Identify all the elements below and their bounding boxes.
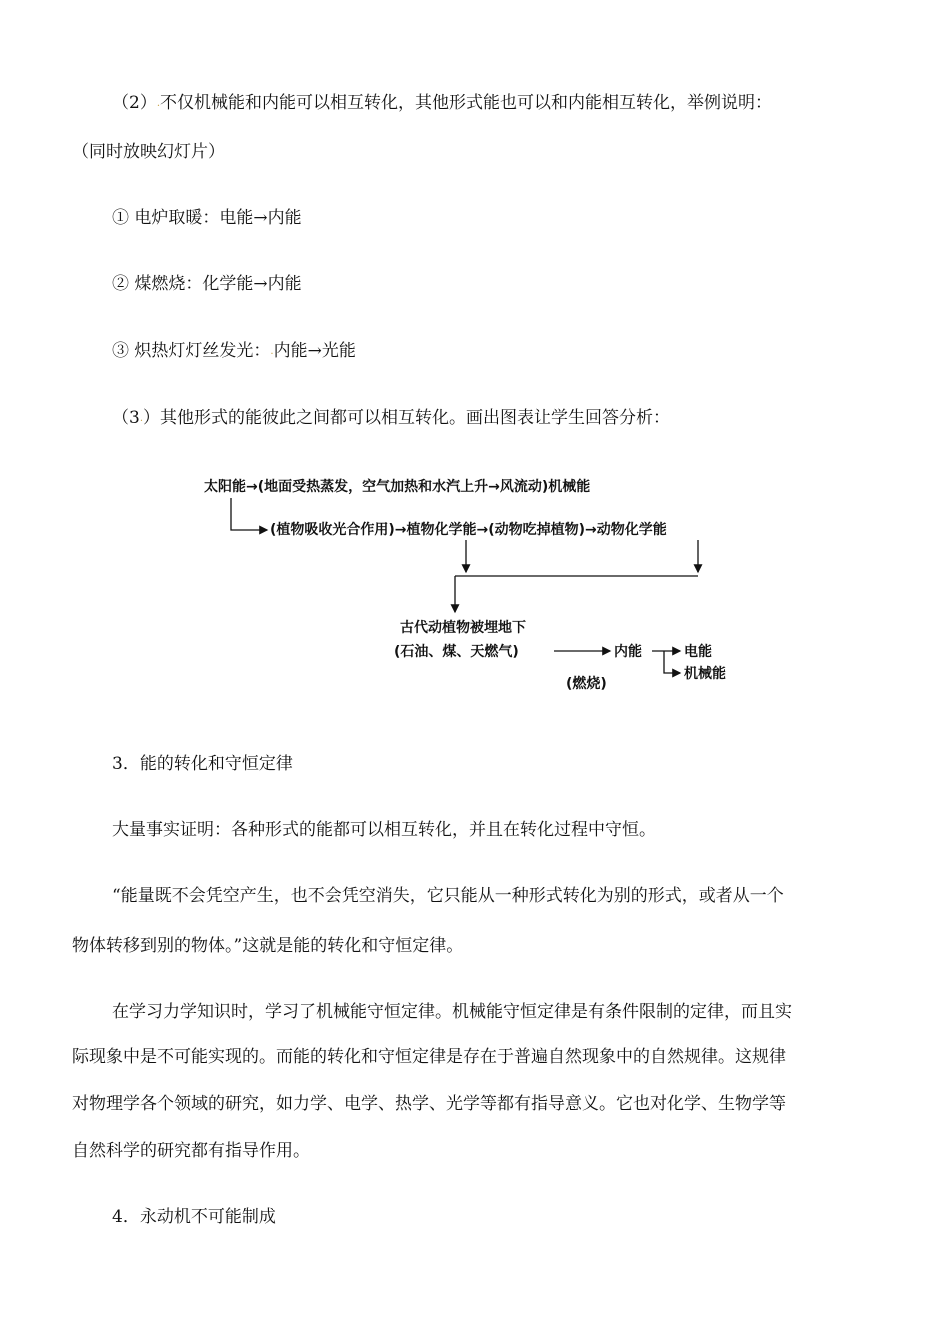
section-3-p3-line-3: 对物理学各个领域的研究，如力学、电学、热学、光学等都有指导意义。它也对化学、生物学等	[72, 1094, 786, 1114]
diagram-fossil-2: (石油、煤、天燃气)	[394, 644, 519, 660]
para-2-continuation: （同时放映幻灯片）	[72, 142, 225, 162]
example-3-text-before: 炽热灯灯丝发光：	[134, 341, 271, 361]
example-1-text: 电炉取暖：电能→内能	[134, 208, 302, 228]
revision-mark: .	[156, 98, 161, 109]
para-3-prefix: （3	[112, 408, 140, 428]
diagram-row-2: (植物吸收光合作用)→植物化学能→(动物吃掉植物)→动物化学能	[270, 522, 667, 538]
diagram-mechanical: 机械能	[684, 666, 726, 682]
revision-mark: .	[270, 346, 274, 357]
section-3-quote-line-2: 物体转移到别的物体。”这就是能的转化和守恒定律。	[72, 936, 464, 956]
para-3-mid: .	[139, 413, 144, 424]
section-3-p3-line-2: 际现象中是不可能实现的。而能的转化和守恒定律是存在于普遍自然现象中的自然规律。这规律	[72, 1047, 786, 1067]
section-4-heading: 4．永动机不可能制成	[112, 1207, 276, 1227]
to-mechanical-arrow	[664, 651, 680, 673]
diagram-internal: 内能	[614, 644, 642, 660]
section-3-heading: 3．能的转化和守恒定律	[112, 754, 293, 774]
example-2-text: 煤燃烧：化学能→内能	[134, 274, 302, 294]
section-3-quote-line-1: “能量既不会凭空产生，也不会凭空消失，它只能从一种形式转化为别的形式，或者从一个	[112, 886, 784, 906]
diagram-branch-arrow	[231, 498, 267, 530]
para-2-text: 不仅机械能和内能可以相互转化，其他形式能也可以和内能相互转化，举例说明：	[160, 93, 773, 113]
diagram-electric: 电能	[684, 644, 712, 660]
section-3-p3-line-4: 自然科学的研究都有指导作用。	[72, 1141, 310, 1161]
example-3-text-after: 内能→光能	[273, 341, 356, 361]
diagram-fossil-1: 古代动植物被埋地下	[400, 620, 526, 636]
example-2-num: ②	[112, 274, 129, 294]
section-3-p1: 大量事实证明：各种形式的能都可以相互转化，并且在转化过程中守恒。	[112, 820, 656, 840]
para-2-prefix: （2）	[112, 93, 157, 113]
example-3-num: ③	[112, 341, 129, 361]
example-1-num: ①	[112, 208, 129, 228]
para-3-text: ）其他形式的能彼此之间都可以相互转化。画出图表让学生回答分析：	[143, 408, 671, 428]
diagram-row-1: 太阳能→(地面受热蒸发，空气加热和水汽上升→风流动)机械能	[204, 479, 591, 495]
section-3-p3-line-1: 在学习力学知识时，学习了机械能守恒定律。机械能守恒定律是有条件限制的定律，而且实	[112, 1002, 792, 1022]
diagram-burning: (燃烧)	[566, 676, 607, 692]
